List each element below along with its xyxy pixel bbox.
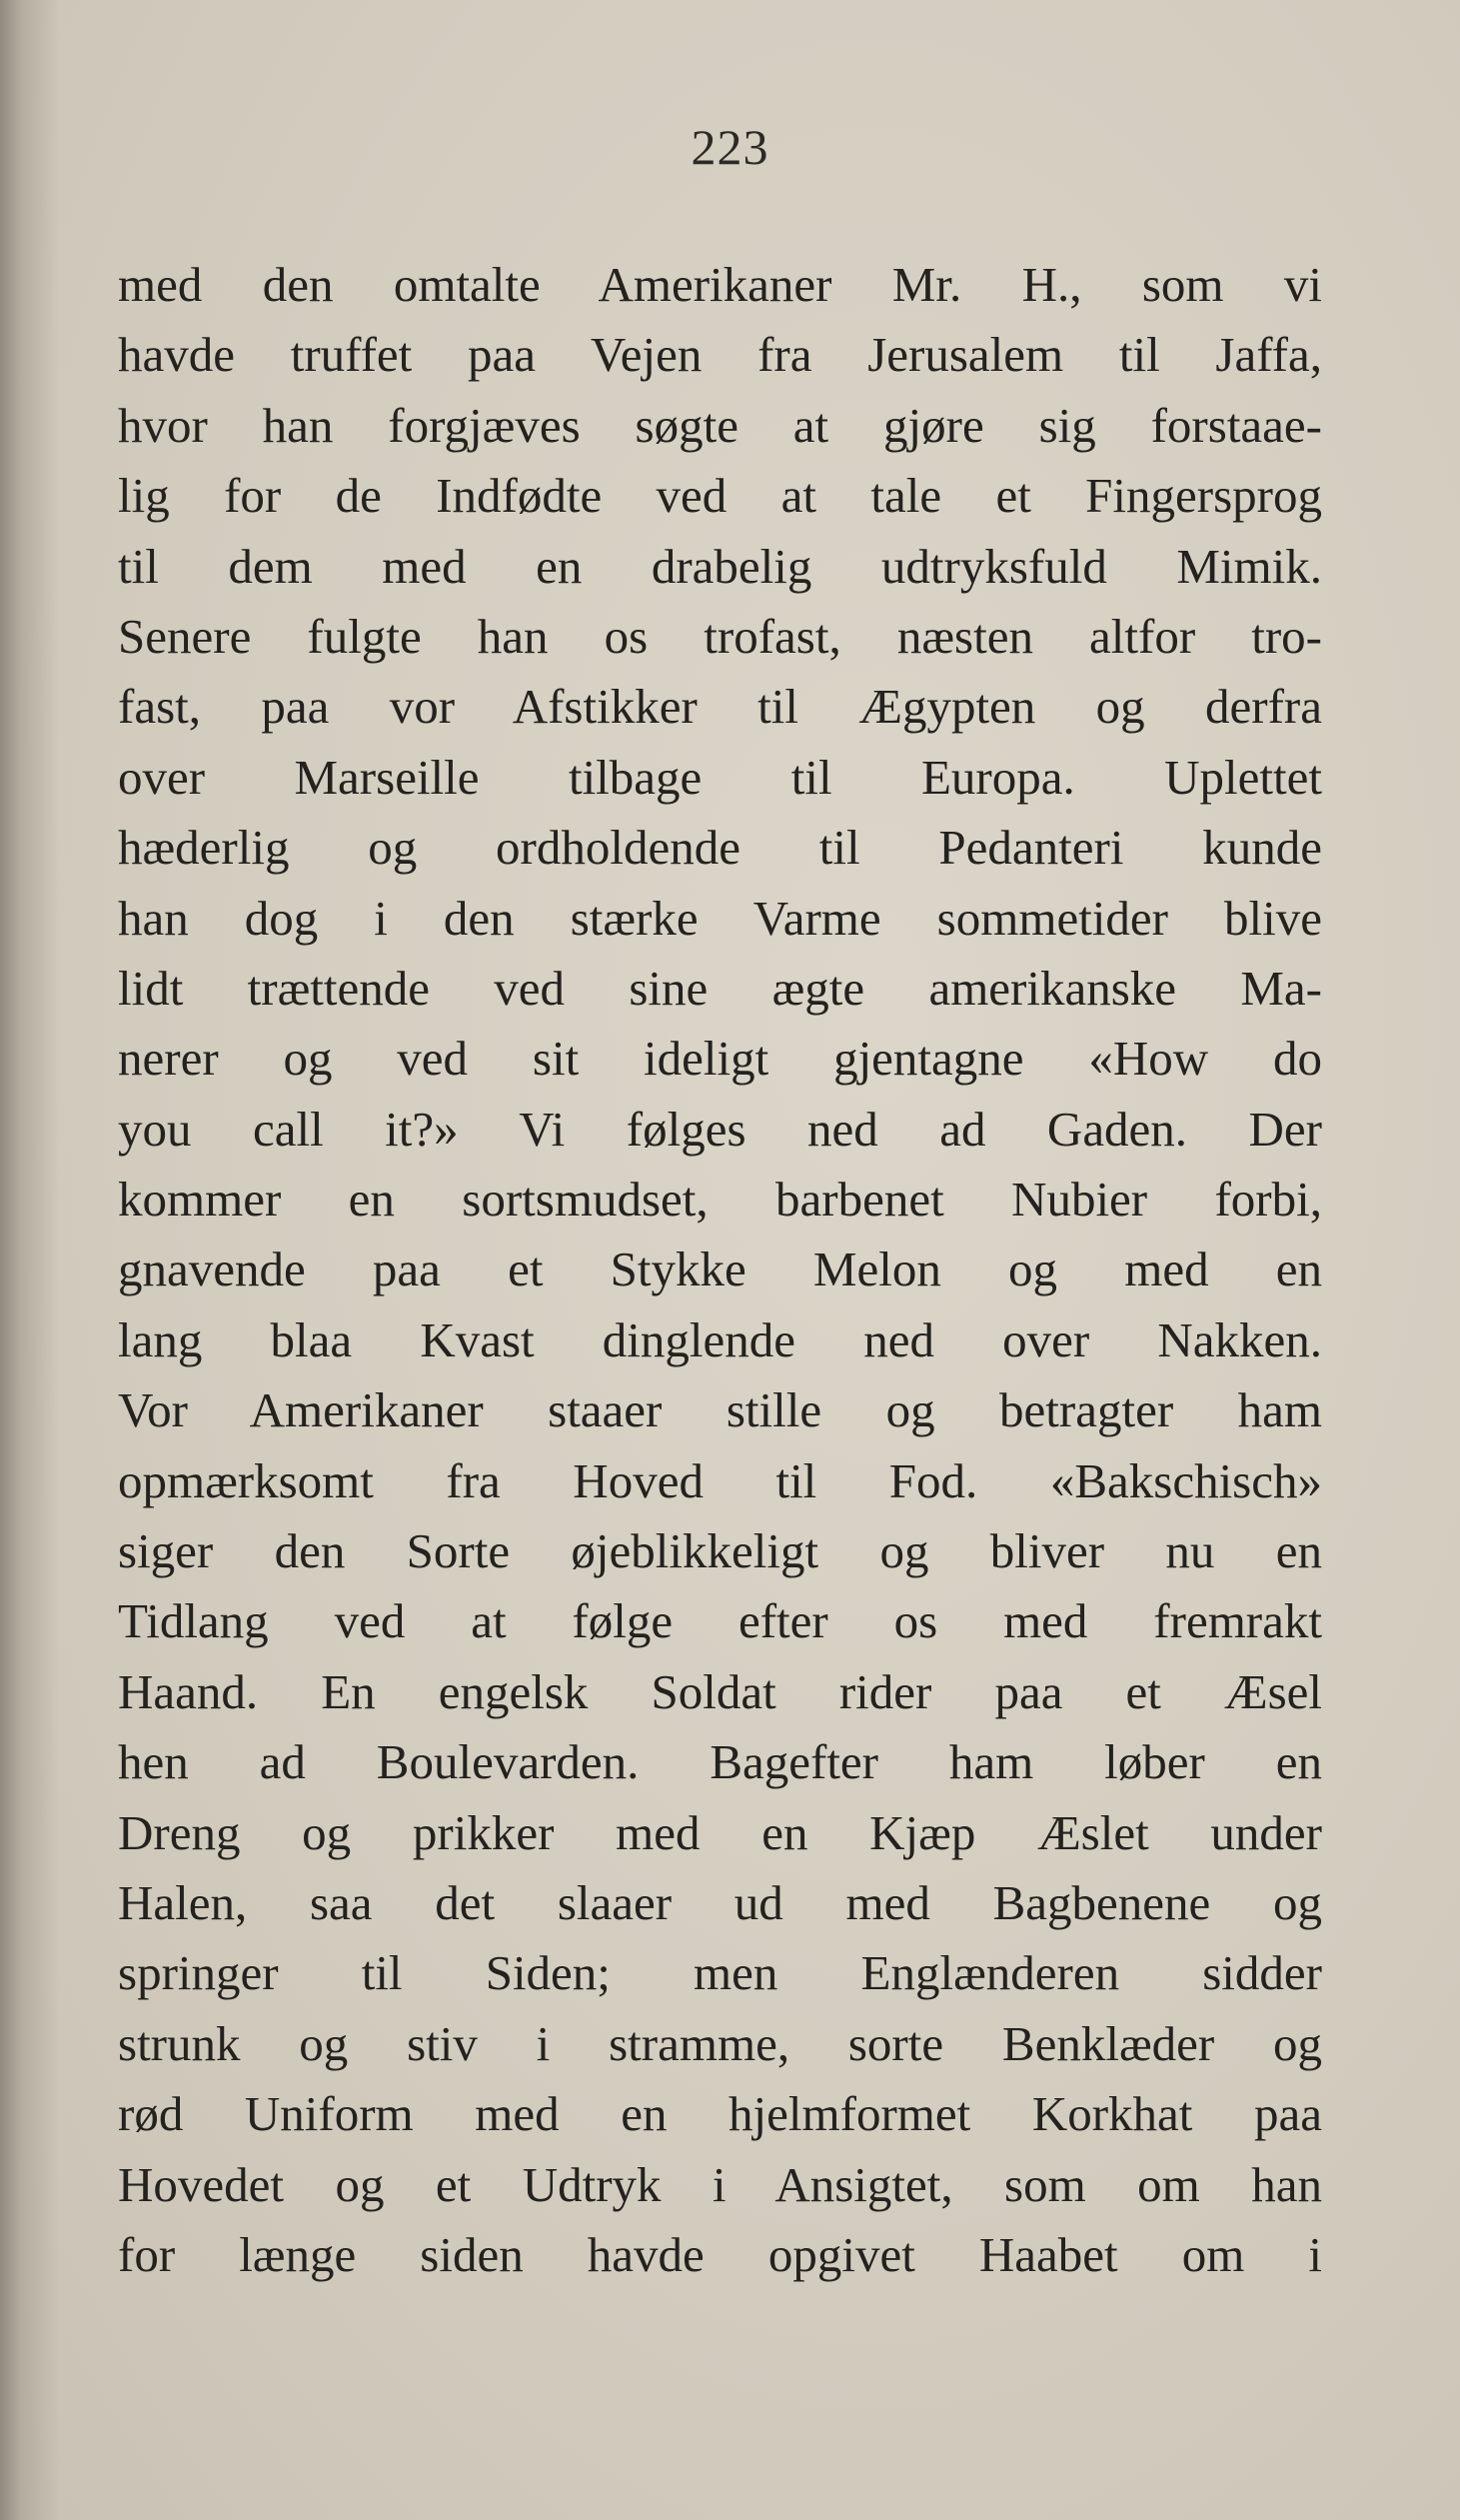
text-line: Tidlang ved at følge efter os med fremrakt <box>118 1593 1322 1649</box>
text-line: you call it?» Vi følges ned ad Gaden. Der <box>118 1101 1322 1157</box>
text-line: Haand. En engelsk Soldat rider paa et Æsel <box>118 1663 1322 1719</box>
text-line: Hovedet og et Udtryk i Ansigtet, som om han <box>118 2156 1322 2212</box>
body-text <box>118 250 1322 2290</box>
text-line: med den omtalte Amerikaner Mr. H., som vi <box>118 257 1322 312</box>
text-line: Vor Amerikaner staaer stille og betragter ham <box>118 1382 1322 1438</box>
text-line: strunk og stiv i stramme, sorte Benklæder og <box>118 2015 1322 2071</box>
text-line: springer til Siden; men Englænderen sidder <box>118 1945 1322 2001</box>
text-line: for længe siden havde opgivet Haabet om i <box>118 2226 1322 2282</box>
text-line: Dreng og prikker med en Kjæp Æslet under <box>118 1804 1322 1860</box>
text-line: hen ad Boulevarden. Bagefter ham løber en <box>118 1734 1322 1790</box>
text-line: han dog i den stærke Varme sommetider blive <box>118 890 1322 946</box>
text-line: Halen, saa det slaaer ud med Bagbenene og <box>118 1874 1322 1930</box>
text-line: lidt trættende ved sine ægte amerikanske Ma- <box>118 960 1322 1016</box>
text-line: hæderlig og ordholdende til Pedanteri kunde <box>118 820 1322 876</box>
text-line: Senere fulgte han os trofast, næsten altfor tro- <box>118 608 1322 664</box>
text-line: lang blaa Kvast dinglende ned over Nakken. <box>118 1311 1322 1367</box>
text-line: over Marseille tilbage til Europa. Uplettet <box>118 749 1322 805</box>
text-line: fast, paa vor Afstikker til Ægypten og derfra <box>118 679 1322 735</box>
text-line: rød Uniform med en hjelmformet Korkhat paa <box>118 2086 1322 2142</box>
text-line: opmærksomt fra Hoved til Fod. «Bakschisch» <box>118 1452 1322 1508</box>
text-line: lig for de Indfødte ved at tale et Fingersprog <box>118 468 1322 524</box>
page-number: 223 <box>691 119 769 175</box>
text-line: hvor han forgjæves søgte at gjøre sig forstaae- <box>118 397 1322 453</box>
text-line: kommer en sortsmudset, barbenet Nubier forbi, <box>118 1172 1322 1228</box>
text-line: havde truffet paa Vejen fra Jerusalem til Jaffa, <box>118 327 1322 383</box>
text-line: til dem med en drabelig udtryksfuld Mimik. <box>118 538 1322 594</box>
text-line: nerer og ved sit ideligt gjentagne «How do <box>118 1031 1322 1087</box>
text-line: siger den Sorte øjeblikkeligt og bliver nu en <box>118 1523 1322 1579</box>
page-gutter-shadow <box>0 0 60 2520</box>
text-line: gnavende paa et Stykke Melon og med en <box>118 1242 1322 1297</box>
